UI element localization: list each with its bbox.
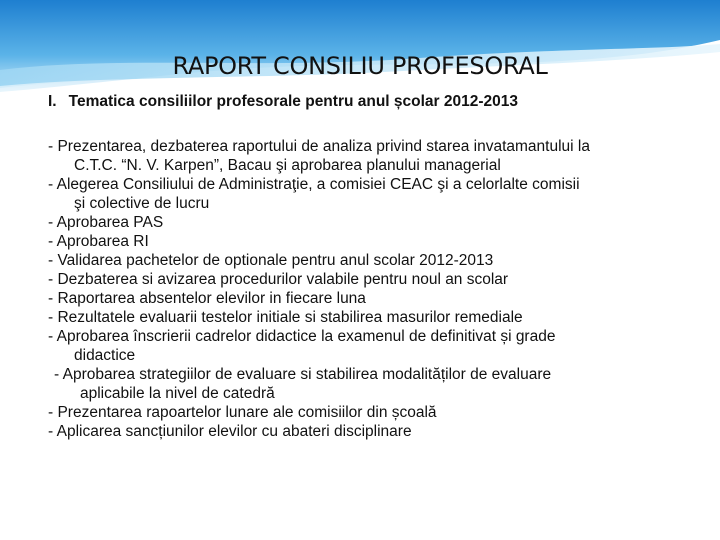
list-item: - Aprobarea PAS (48, 214, 164, 231)
list-item: - Aprobarea înscrierii cadrelor didactice la examenul de definitivat și grade didactice (48, 328, 556, 364)
page-title: RAPORT CONSILIU PROFESORAL (172, 52, 548, 80)
list-item: - Validarea pachetelor de optionale pentru anul scolar 2012-2013 (48, 252, 494, 269)
list-item: - Prezentarea, dezbaterea raportului de analiza privind starea invatamantului la C.T.C. “N. V. Karpen”, Bacau şi aprobarea planului managerial (48, 138, 590, 174)
list-item: - Rezultatele evaluarii testelor initiale si stabilirea masurilor remediale (48, 309, 523, 326)
list-item: - Aprobarea RI (48, 233, 149, 250)
header-banner (0, 0, 720, 95)
wave-banner-graphic (0, 0, 720, 95)
list-item: - Alegerea Consiliului de Administraţie, a comisiei CEAC şi a celorlalte comisii şi colective de lucru (48, 176, 580, 212)
list-item: - Aprobarea strategiilor de evaluare si stabilirea modalităților de evaluare aplicabile la nivel de catedră (54, 366, 552, 402)
section-heading (48, 93, 518, 111)
list-item: - Dezbaterea si avizarea procedurilor valabile pentru noul an scolar (48, 271, 509, 288)
topic-list (48, 137, 698, 441)
list-item: - Aplicarea sancțiunilor elevilor cu abateri disciplinare (48, 423, 412, 440)
section-heading-text: Tematica consiliilor profesorale pentru anul școlar 2012-2013 (68, 93, 519, 110)
section-number: I. (48, 93, 57, 110)
list-item: - Raportarea absentelor elevilor in fiecare luna (48, 290, 366, 307)
list-item: - Prezentarea rapoartelor lunare ale comisiilor din școală (48, 404, 437, 421)
